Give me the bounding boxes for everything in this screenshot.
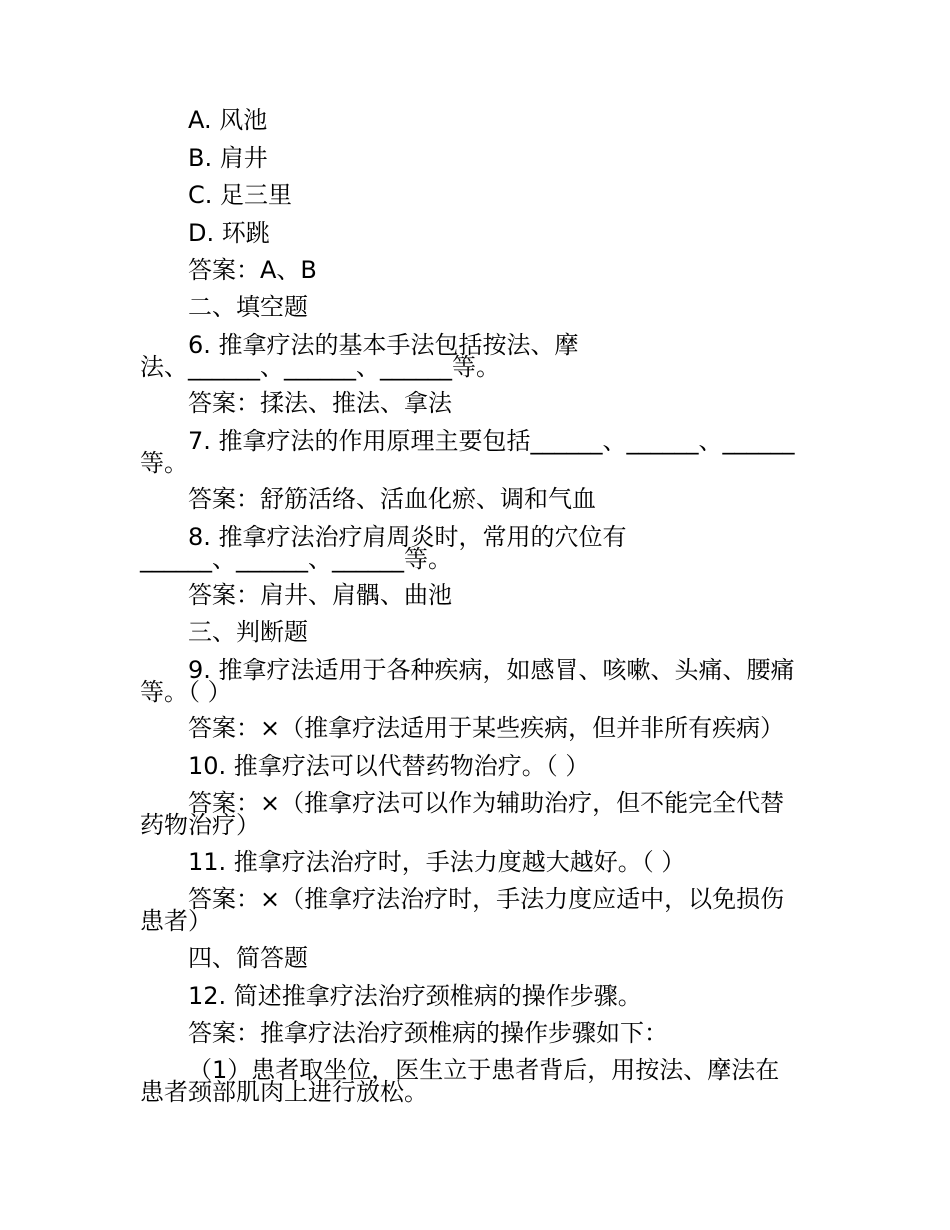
answer-11-line-2: 患者） [140, 907, 212, 935]
option-c: C. 足三里 [188, 181, 293, 209]
answer-11-line-1: 答案：×（推拿疗法治疗时，手法力度应适中，以免损伤 [188, 885, 785, 913]
option-a: A. 风池 [188, 106, 268, 134]
question-7-line-2: 等。 [140, 449, 188, 477]
answer-5: 答案：A、B [188, 256, 317, 284]
question-6-line-2: 法、______、______、______等。 [140, 353, 500, 381]
question-6-line-1: 6. 推拿疗法的基本手法包括按法、摩 [188, 331, 579, 359]
option-b: B. 肩井 [188, 144, 268, 172]
answer-6: 答案：揉法、推法、拿法 [188, 389, 452, 417]
answer-10-line-1: 答案：×（推拿疗法可以作为辅助治疗，但不能完全代替 [188, 789, 785, 817]
answer-10-line-2: 药物治疗） [140, 811, 260, 839]
question-8-line-2: ______、______、______等。 [140, 545, 452, 573]
section-heading-true-false: 三、判断题 [188, 618, 308, 646]
question-9-line-1: 9. 推拿疗法适用于各种疾病，如感冒、咳嗽、头痛、腰痛 [188, 656, 795, 684]
question-12: 12. 简述推拿疗法治疗颈椎病的操作步骤。 [188, 982, 642, 1010]
question-10: 10. 推拿疗法可以代替药物治疗。（ ） [188, 752, 590, 780]
answer-12-step-1-line-1: （1）患者取坐位，医生立于患者背后，用按法、摩法在 [188, 1056, 780, 1084]
question-11: 11. 推拿疗法治疗时，手法力度越大越好。（ ） [188, 848, 686, 876]
section-heading-fill-in: 二、填空题 [188, 293, 308, 321]
answer-8: 答案：肩井、肩髃、曲池 [188, 581, 452, 609]
question-7-line-1: 7. 推拿疗法的作用原理主要包括______、______、______ [188, 427, 795, 455]
answer-9: 答案：×（推拿疗法适用于某些疾病，但并非所有疾病） [188, 714, 785, 742]
answer-12-step-1-line-2: 患者颈部肌肉上进行放松。 [140, 1078, 428, 1106]
section-heading-short-answer: 四、简答题 [188, 944, 308, 972]
question-9-line-2: 等。（ ） [140, 678, 232, 706]
answer-12-intro: 答案：推拿疗法治疗颈椎病的操作步骤如下： [188, 1019, 668, 1047]
question-8-line-1: 8. 推拿疗法治疗肩周炎时，常用的穴位有 [188, 523, 627, 551]
answer-7: 答案：舒筋活络、活血化瘀、调和气血 [188, 485, 596, 513]
option-d: D. 环跳 [188, 219, 270, 247]
